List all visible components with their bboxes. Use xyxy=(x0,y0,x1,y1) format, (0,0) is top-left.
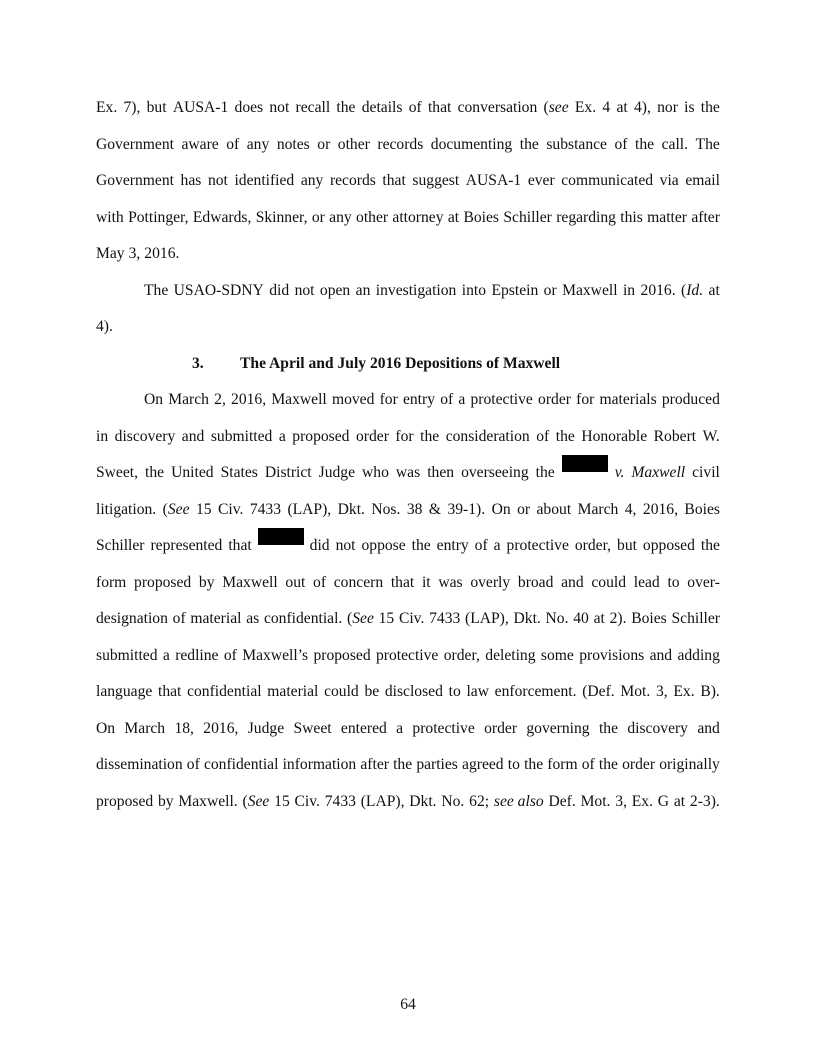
text-line: Government aware of any notes or other records documenting the substance of the call. The xyxy=(96,135,720,153)
text-line: designation of material as confidential. (See 15 Civ. 7433 (LAP), Dkt. No. 40 at 2). Boies Schiller xyxy=(96,610,720,627)
page-number: 64 xyxy=(400,996,416,1013)
text-line: litigation. (See 15 Civ. 7433 (LAP), Dkt. Nos. 38 & 39-1). On or about March 4, 2016, Boies xyxy=(96,500,720,518)
text-line: Government has not identified any records that suggest AUSA-1 ever communicated via email xyxy=(96,172,720,189)
paragraph xyxy=(96,382,720,820)
text-line: with Pottinger, Edwards, Skinner, or any other attorney at Boies Schiller regarding this matter after xyxy=(96,208,720,226)
text-line: form proposed by Maxwell out of concern that it was overly broad and could lead to over- xyxy=(96,573,720,591)
text-line: May 3, 2016. xyxy=(96,245,180,262)
paragraph xyxy=(96,273,720,346)
text-line: On March 18, 2016, Judge Sweet entered a protective order governing the discovery and xyxy=(96,719,720,737)
text-line: Ex. 7), but AUSA-1 does not recall the details of that conversation (see Ex. 4 at 4), nor is the xyxy=(96,99,720,116)
redaction-box xyxy=(562,455,608,472)
text-line: The USAO-SDNY did not open an investigation into Epstein or Maxwell in 2016. (Id. at xyxy=(144,281,720,299)
section-heading xyxy=(96,346,720,383)
document-page xyxy=(96,90,720,820)
section-title: The April and July 2016 Depositions of Maxwell xyxy=(240,354,561,372)
text-line: dissemination of confidential information after the parties agreed to the form of the order originally xyxy=(96,756,720,773)
text-line: submitted a redline of Maxwell’s proposed protective order, deleting some provisions and adding xyxy=(96,646,720,664)
redaction-box xyxy=(258,528,304,545)
text-line: 4). xyxy=(96,318,113,335)
text-line: proposed by Maxwell. (See 15 Civ. 7433 (LAP), Dkt. No. 62; see also Def. Mot. 3, Ex. G at 2-3). xyxy=(96,792,720,810)
section-number: 3. xyxy=(192,354,204,372)
text-line: language that confidential material could be disclosed to law enforcement. (Def. Mot. 3, Ex. B). xyxy=(96,683,720,700)
text-line: On March 2, 2016, Maxwell moved for entry of a protective order for materials produced xyxy=(144,391,720,408)
text-line: Schiller represented that did not oppose the entry of a protective order, but opposed the xyxy=(96,528,720,565)
text-line: Sweet, the United States District Judge who was then overseeing the v. Maxwell civil xyxy=(96,455,720,492)
text-line: in discovery and submitted a proposed order for the consideration of the Honorable Robert W. xyxy=(96,427,720,445)
paragraph xyxy=(96,90,720,273)
